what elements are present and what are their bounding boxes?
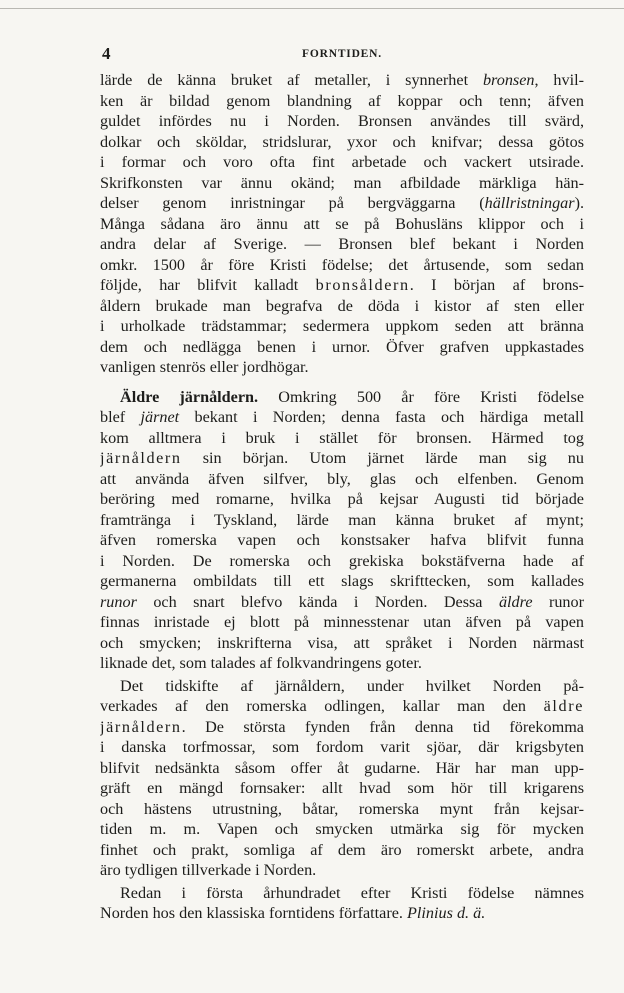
text-run: järnåldern: [100, 717, 182, 736]
text-run: följde, har blifvit kalladt: [100, 276, 316, 294]
text-run: Redan i första århundradet efter Kristi födelse nämnes: [120, 883, 584, 902]
text-run: beröring med romarne, hvilka på kejsar Augusti tid började: [100, 490, 584, 508]
text-line: [100, 255, 584, 276]
text-run: i formar och voro ofta fint arbetade och vackert utsirade.: [100, 153, 584, 171]
text-line: [100, 860, 584, 881]
text-run: och snart blefvo kända i Norden. Dessa: [136, 592, 499, 611]
text-run: omkr. 1500 år före Kristi födelse; det årtusende, som sedan: [100, 255, 584, 274]
text-run: i danska torfmossar, som fordom varit sjöar, där krigsbyten: [100, 738, 584, 756]
text-run: . De största fynden från denna tid förekomma: [181, 717, 584, 736]
text-run: att använda äfven silfver, bly, glas och elfenben. Genom: [100, 469, 584, 488]
text-line: [100, 132, 584, 153]
text-line: [100, 676, 584, 697]
paragraph: [100, 883, 584, 924]
text-line: [100, 111, 584, 132]
paragraph: [100, 676, 584, 881]
text-line: [100, 903, 584, 924]
text-run: Det tidskifte af järnåldern, under hvilket Norden på-: [120, 676, 584, 695]
running-title: FORNTIDEN.: [302, 48, 382, 60]
text-line: [100, 387, 584, 408]
body-text: [100, 70, 584, 924]
text-line: [100, 428, 584, 449]
text-run: runor: [532, 592, 584, 611]
text-line: [100, 592, 584, 613]
text-line: [100, 551, 584, 572]
text-run: äro tydligen tillverkade i Norden.: [100, 861, 317, 879]
text-run: Omkring 500 år före Kristi födelse: [258, 387, 584, 406]
paragraph: [100, 387, 584, 674]
text-run: dolkar och sköldar, stridslurar, yxor och knifvar; dessa götos: [100, 132, 584, 151]
text-line: [100, 840, 584, 861]
text-run: finhet och prakt, somliga af dem äro romerskt arbete, andra: [100, 840, 584, 859]
text-run: liknade det, som talades af folkvandringens goter.: [100, 654, 422, 672]
text-run: lärde de känna bruket af metaller, i synnerhet: [100, 71, 483, 89]
page-number: 4: [102, 44, 111, 63]
text-line: [100, 234, 584, 255]
text-run: i Norden. De romerska och grekiska bokstäfverna hade af: [100, 551, 584, 570]
text-line: [100, 469, 584, 490]
text-line: [100, 819, 584, 840]
text-run: blef: [100, 408, 141, 426]
text-line: [100, 633, 584, 654]
text-run: ken är bildad genom blandning af koppar och tenn; äfven: [100, 91, 584, 110]
text-line: [100, 316, 584, 337]
text-run: och smycken; inskrifterna visa, att språket i Norden närmast: [100, 633, 584, 652]
text-run: hällristningar: [484, 194, 575, 212]
text-line: [100, 489, 584, 510]
text-line: [100, 696, 584, 717]
text-line: [100, 337, 584, 358]
text-run: Plinius d. ä.: [407, 904, 486, 922]
text-run: och hästens utrustning, båtar, romerska mynt från kejsar-: [100, 799, 584, 818]
text-line: [100, 214, 584, 235]
text-run: dem och nedlägga benen i urnor. Öfver grafven uppkastades: [100, 337, 584, 356]
text-line: [100, 296, 584, 317]
text-run: järnåldern: [100, 449, 182, 467]
text-run: Många sådana äro ännu att se på Bohusläns klippor och i: [100, 214, 584, 233]
text-run: guldet infördes nu i Norden. Bronsen användes till svärd,: [100, 112, 584, 130]
text-line: [100, 571, 584, 592]
top-edge-rule: [0, 8, 624, 9]
text-run: i urholkade trädstammar; sedermera uppkom seden att bränna: [100, 317, 584, 335]
text-run: kom alltmera i bruk i stället för bronsen. Härmed tog: [100, 428, 584, 447]
text-run: germanerna ombildats till ett slags skrifttecken, som kallades: [100, 572, 584, 590]
text-line: [100, 91, 584, 112]
text-run: åldern brukade man begrafva de döda i kistor af sten eller: [100, 296, 584, 315]
text-run: runor: [100, 592, 137, 611]
text-line: [100, 152, 584, 173]
text-line: [100, 530, 584, 551]
text-run: framtränga i Tyskland, lärde man känna bruket af mynt;: [100, 510, 584, 529]
paragraph: [100, 70, 584, 378]
text-line: [100, 407, 584, 428]
text-run: äldre: [498, 592, 533, 611]
text-run: bronsåldern: [315, 276, 410, 294]
text-run: blifvit nedsänkta såsom offer åt gudarne. Här har man upp-: [100, 758, 584, 777]
section-heading: Äldre järnåldern.: [120, 387, 259, 406]
text-line: [100, 70, 584, 91]
text-run: Norden hos den klassiska forntidens författare.: [100, 904, 408, 922]
text-run: tiden m. m. Vapen och smycken utmärka sig för mycken: [100, 820, 584, 838]
text-line: [100, 510, 584, 531]
text-run: . I början af brons-: [409, 276, 584, 294]
text-run: bekant i Norden; denna fasta och härdiga metall: [179, 408, 584, 426]
text-line: [100, 758, 584, 779]
text-line: [100, 448, 584, 469]
text-run: verkades af den romerska odlingen, kallar man den: [100, 697, 544, 715]
text-run: delser genom inristningar på bergväggarna (: [100, 194, 485, 212]
text-run: ).: [574, 194, 584, 212]
text-line: [100, 357, 584, 378]
text-run: bronsen: [482, 71, 535, 89]
text-line: [100, 612, 584, 633]
text-line: [100, 778, 584, 799]
running-head: [100, 38, 584, 62]
text-line: [100, 737, 584, 758]
text-run: äldre: [543, 697, 584, 715]
paragraph-gap: [100, 378, 584, 387]
text-line: [100, 883, 584, 904]
text-run: vanligen stenrös eller jordhögar.: [100, 358, 309, 376]
text-run: gräft en mängd fornsaker: allt hvad som hör till krigarens: [100, 779, 584, 797]
text-run: Skrifkonsten var ännu okänd; man afbildade märkliga hän-: [100, 173, 584, 192]
text-line: [100, 173, 584, 194]
text-line: [100, 717, 584, 738]
text-run: järnet: [140, 408, 180, 426]
text-line: [100, 799, 584, 820]
text-line: [100, 275, 584, 296]
text-line: [100, 653, 584, 674]
text-run: , hvil-: [534, 71, 584, 89]
book-page: [100, 38, 584, 924]
text-run: äfven romerska vapen och konstsaker hafva blifvit funna: [100, 531, 584, 549]
text-run: andra delar af Sverige. — Bronsen blef bekant i Norden: [100, 235, 584, 253]
text-line: [100, 193, 584, 214]
text-run: finnas inristade ej blott på minnesstenar utan äfven på vapen: [100, 613, 584, 631]
text-run: sin början. Utom järnet lärde man sig nu: [181, 449, 584, 467]
